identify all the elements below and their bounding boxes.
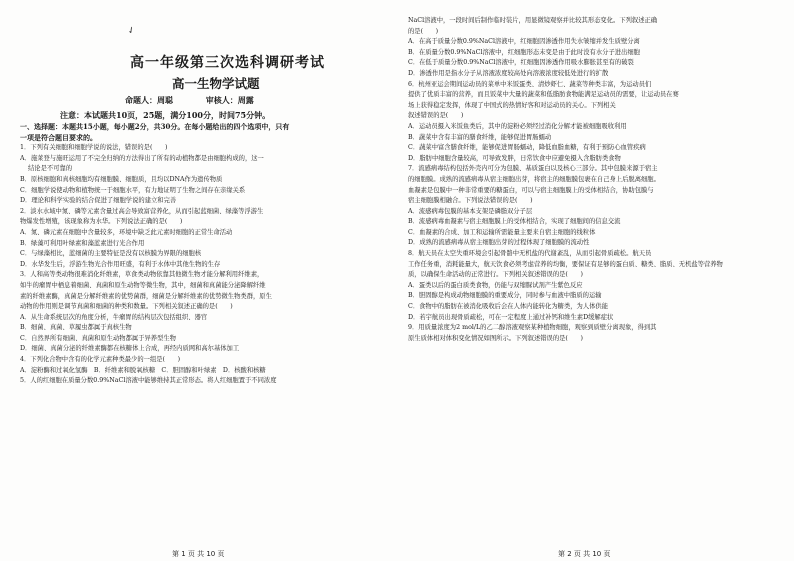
text-line: D．若宇航员出现骨质疏松，可在一定程度上通过补钙和维生素D缓解症状 <box>408 313 614 321</box>
exam-subtitle: 高一生物学试题 <box>172 76 260 91</box>
text-line: B．原核细胞和真核细胞均有细胞膜、细胞质，且均以DNA作为遗传物质 <box>20 175 223 183</box>
text-line: 质，以确保生命活动的正常进行。下列相关叙述错误的是( ) <box>408 271 583 279</box>
text-line: A．流感病毒包膜的基本支架是磷脂双分子层 <box>408 207 533 215</box>
text-line: 素的纤维素酶，真菌是分解纤维素的优势菌群，细菌是分解纤维素的优势微生物类群，原生 <box>20 292 272 300</box>
text-line: 一项是符合题目要求的。 <box>20 132 97 142</box>
text-line: A．在高于质量分数0.9%NaCl溶液中，红细胞因渗透作用失水皱缩并发生质壁分离 <box>408 38 640 46</box>
text-line: A．运动员摄入米饭鱼类后，其中的淀粉必须经过消化分解才能被细胞吸收利用 <box>408 122 627 130</box>
text-line: 如牛的瘤胃中栖息着细菌、真菌和原生动物等微生物，其中，细菌和真菌能分泌降解纤维 <box>20 281 266 289</box>
reviewer: 审核人：周露 <box>205 95 254 105</box>
text-line: 9．用质量浓度为2 mol/L的乙二醇溶液观察某种植物细胞，观察到质壁分离现象，得到其 <box>408 324 657 332</box>
text-line: D．成熟的流感病毒从宿主细胞出芽的过程体现了细胞膜的流动性 <box>408 239 590 247</box>
text-line: 物爆发性增殖，该现象称为水华。下列说法正确的是( ) <box>20 218 183 226</box>
page-2 <box>408 0 780 561</box>
text-line: 血凝素是包膜中一种非常重要的糖蛋白，可以与宿主细胞膜上的受体相结合，协助包膜与 <box>408 186 654 194</box>
text-line: 提供了优质丰富的营养，而且饭菜中大量的蔬菜和低脂肪食物能满足运动员的需要，让运动员在赛 <box>408 91 679 99</box>
exam-title: 高一年级第三次选科调研考试 <box>130 55 325 71</box>
text-line: 8．航天员在太空失重环境会引起骨骼中无机盐的代谢紊乱，从而引起骨质疏松。航天员 <box>408 250 652 258</box>
text-line: 3．人和高等类动物很难消化纤维素，草食类动物依靠其他微生物才能分解利用纤维素， <box>20 271 264 279</box>
text-line: D．脂肪中细胞含量较高，可导致发胖，日常饮食中应避免摄入含脂肪类食物 <box>408 154 621 162</box>
text-line: B．流感病毒血凝素与宿主细胞膜上的受体相结合，实现了细胞间的信息交流 <box>408 218 621 226</box>
text-line: D．渗透作用是指水分子从溶液浓度较高处向溶液浓度较低处进行的扩散 <box>408 69 609 77</box>
text-line: B．蔬菜中含有丰富的膳食纤维，能够促进胃肠蠕动 <box>408 133 552 141</box>
text-line: D．细菌、真菌分泌的纤维素酶都在核糖体上合成，再经内质网和高尔基体加工 <box>20 345 240 353</box>
text-line: A．蛋类以后的蛋白质类食物，仍能与双缩脲试剂产生紫色反应 <box>408 281 583 289</box>
text-line: 动物的作用则是调节真菌和细菌的种类和数量。下列相关叙述正确的是( ) <box>20 303 233 311</box>
text-line: B．在质量分数0.9%NaCl溶液中，红细胞形态未变是由于此时没有水分子进出细胞 <box>408 48 640 56</box>
exam-note: 注意：本试题共10页，25题，满分100分，时间75分钟。 <box>60 110 271 120</box>
text-line: 7．流感病毒结构包括外壳内可分为包膜、基质蛋白以及核心三部分。其中包膜来源于宿主 <box>408 165 658 173</box>
text-line: C．蔬菜中富含膳食纤维，能够促进胃肠蠕动，降低血脂血糖，有利于预防心血管疾病 <box>408 144 646 152</box>
exam-staff <box>125 95 284 106</box>
text-line: C．在低于质量分数0.9%NaCl溶液中，红细胞因渗透作用吸水膨胀甚至有的破裂 <box>408 59 634 67</box>
text-line: D．理论和科学实验的结合促进了细胞学说的建立和完善 <box>20 197 177 205</box>
page-1-text <box>20 122 398 387</box>
text-line: 宿主细胞膜相融合。下列说法错误的是( ) <box>408 197 533 205</box>
text-line: 2．淡水水域中氮、磷等元素含量过高会导致富营养化，从而引起蓝细菌、绿藻等浮游生 <box>20 207 264 215</box>
text-line: 的细胞膜。成熟的流感病毒从宿主细胞出芽，将宿主的细胞膜包裹在自己身上后脱离细胞。 <box>408 175 660 183</box>
proposer: 命题人：周聪 <box>125 95 173 105</box>
text-line: A．氮、磷元素在细胞中含量较多，环境中缺乏此元素时细胞的正常生命活动 <box>20 228 233 236</box>
text-line: 叙述错误的是( ) <box>408 112 464 120</box>
text-line: 5．人的红细胞在质量分数0.9%NaCl溶液中能够维持其正常形态。将人红细胞置于不同浓度 <box>20 377 277 385</box>
text-line: 场上获得稳定发挥，体现了中国式的热情好客和对运动员的关心。下列相关 <box>408 101 616 109</box>
text-line: 结论是不可靠的 <box>28 165 73 173</box>
text-line: 4．下列化合物中含有的化学元素种类最少的一组是( ) <box>20 356 181 364</box>
text-line: 的是( ) <box>408 27 439 35</box>
text-line: 6．杭州亚运会期间运动员的菜单中米饭蛋类、清炒虾仁、蔬菜等种类丰富，为运动员们 <box>408 80 652 88</box>
text-line: 工作任务重，消耗能量大，航天饮食必须考虑营养的均衡，要保证有足够的蛋白质、糖类、脂质、无机盐等营养物 <box>408 260 723 268</box>
text-line: C．自然界所有细菌、真菌和原生动物都属于异养型生物 <box>20 334 176 342</box>
text-line: C．食物中的脂肪在被消化吸收后会在人体内能转化为糖类，为人体供能 <box>408 303 609 311</box>
text-line: NaCl溶液中，一段时间后制作临时装片，用显微镜观察并比较其形态变化。下列叙述正确 <box>408 17 658 24</box>
text-line: 原生质体相对体积变化情况如图所示。下列叙述错误的是( ) <box>408 334 583 342</box>
text-line: C．血凝素的合成、加工和运输所需能量主要来自宿主细胞的线粒体 <box>408 228 596 236</box>
pen-mark: ✓ <box>126 24 138 38</box>
text-line: B．胆固醇是构成动物细胞膜的重要成分，同时参与血液中脂质的运输 <box>408 292 602 300</box>
text-line: B．绿藻可利用叶绿素和藻蓝素进行光合作用 <box>20 239 145 247</box>
page-2-text <box>408 16 780 344</box>
page-2-footer: 第 2 页 共 10 页 <box>558 550 611 558</box>
text-line: B．细菌、真菌、草履虫都属于真核生物 <box>20 324 132 332</box>
page-1-footer: 第 1 页 共 10 页 <box>172 550 225 558</box>
text-line: C．细胞学说使动物和植物统一于细胞水平，有力地证明了生物之间存在亲缘关系 <box>20 186 246 194</box>
page-1 <box>20 0 398 561</box>
text-line: 一、选择题：本题共15小题，每小题2分，共30分。在每小题给出的四个选项中，只有 <box>20 122 290 131</box>
text-line: A．施莱登与施旺运用了不完全归纳的方法得出了所有的动植物都是由细胞构成的，这一 <box>20 154 264 162</box>
text-line: 1．下列有关细胞和细胞学说的说法，错误的是( ) <box>20 144 168 152</box>
text-line: A．淀粉酶和过氧化氢酶 B．纤维素和脱氧核糖 C．胆固醇和叶绿素 D．核酸和核糖 <box>20 366 266 374</box>
text-line: A．从生命系统层次的角度分析，牛瘤胃的结构层次包括组织、器官 <box>20 313 208 321</box>
text-line: D．水华发生后，浮游生物光合作用旺盛，有利于水体中其他生物的生存 <box>20 260 221 268</box>
text-line: C．与绿藻相比，蓝细菌的主要特征是没有以核膜为界限的细胞核 <box>20 250 202 258</box>
